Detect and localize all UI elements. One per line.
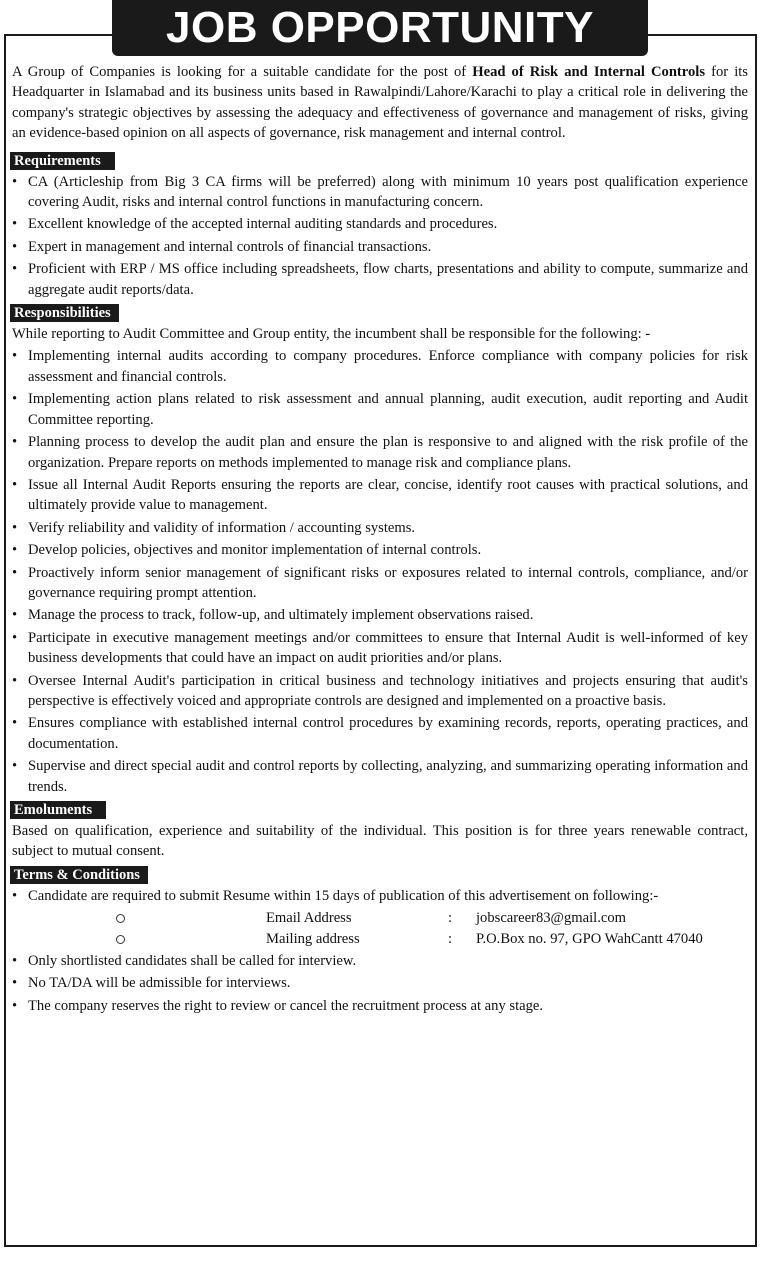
contact-label: Email Address <box>266 910 352 927</box>
list-item: • Supervise and direct special audit and control reports by collecting, analyzing, and summarizing operating information and trends. <box>12 758 748 795</box>
intro-text-after: for its Headquarter in Islamabad and its business units based in Rawalpindi/Lahore/Karachi to play a critical role in delivering the company's strategic objectives by assessing the adequacy and effectiveness of governance and management of risks, giving an evidence-based opinion on all aspects of governance, risk management and internal control. <box>12 64 748 142</box>
circle-bullet-icon <box>116 914 125 923</box>
responsibilities-heading: Responsibilities <box>10 304 119 322</box>
list-item: • CA (Articleship from Big 3 CA firms will be preferred) along with minimum 10 years post qualification experience covering Audit, risks and internal control functions in manufacturing concern. <box>12 173 748 211</box>
list-item: • Proficient with ERP / MS office including spreadsheets, flow charts, presentations and ability to compute, summarize and aggregate audit reports/data. <box>12 261 748 298</box>
contact-row-email <box>12 908 703 928</box>
bullet-icon: • <box>12 672 18 689</box>
bullet-icon: • <box>12 216 18 233</box>
bullet-icon: • <box>12 758 18 775</box>
bullet-icon: • <box>12 953 18 970</box>
bullet-icon: • <box>12 348 18 365</box>
list-item: • The company reserves the right to review or cancel the recruitment process at any stage. <box>12 996 748 1016</box>
intro-text-before: A Group of Companies is looking for a suitable candidate for the post of <box>12 64 473 80</box>
requirements-heading: Requirements <box>10 152 115 170</box>
list-item: • Manage the process to track, follow-up, and ultimately implement observations raised. <box>12 605 748 625</box>
email-address[interactable]: jobscareer83@gmail.com <box>476 910 626 927</box>
circle-bullet-icon <box>116 935 125 944</box>
intro-paragraph <box>12 62 748 144</box>
list-item: • No TA/DA will be admissible for interviews. <box>12 973 748 993</box>
list-item: • Implementing action plans related to risk assessment and annual planning, audit execution, audit reporting and Audit Committee reporting. <box>12 391 748 428</box>
list-item: • Issue all Internal Audit Reports ensuring the reports are clear, concise, identify root causes with practical solutions, and ultimately provide value to management. <box>12 476 748 514</box>
contact-label: Mailing address <box>266 930 360 947</box>
list-item: • Oversee Internal Audit's participation in critical business and technology initiatives and projects ensuring that audit's perspective is effectively voiced and appropriate controls are designed and implemented on a proactive basis. <box>12 672 748 709</box>
ad-content <box>12 62 748 1018</box>
contact-row-mail <box>12 929 703 949</box>
terms-list <box>12 886 748 906</box>
bullet-icon: • <box>12 887 18 904</box>
responsibilities-list <box>12 346 748 797</box>
list-item: • Expert in management and internal controls of financial transactions. <box>12 237 748 257</box>
position-title: Head of Risk and Internal Controls <box>472 64 706 80</box>
bullet-icon: • <box>12 542 18 559</box>
list-item: • Only shortlisted candidates shall be called for interview. <box>12 951 748 971</box>
list-item: • Proactively inform senior management of significant risks or exposures related to internal controls, compliance, and/or governance requiring prompt attention. <box>12 564 748 601</box>
list-item: • Participate in executive management meetings and/or committees to ensure that Internal Audit is well-informed of key business developments that could have an impact on audit priorities and/or plans. <box>12 629 748 667</box>
bullet-icon: • <box>12 391 18 408</box>
bullet-icon: • <box>12 564 18 581</box>
responsibilities-lead: While reporting to Audit Committee and Group entity, the incumbent shall be responsible for the following: - <box>12 326 651 343</box>
bullet-icon: • <box>12 607 18 624</box>
bullet-icon: • <box>12 434 18 451</box>
list-item: • Develop policies, objectives and monitor implementation of internal controls. <box>12 540 748 560</box>
bullet-icon: • <box>12 173 18 190</box>
ad-title: JOB OPPORTUNITY <box>112 0 648 56</box>
mailing-address: P.O.Box no. 97, GPO WahCantt 47040 <box>476 930 703 947</box>
list-item: • Excellent knowledge of the accepted internal auditing standards and procedures. <box>12 214 748 234</box>
requirements-list <box>12 172 748 300</box>
list-item: • Ensures compliance with established internal control procedures by examining records, reports, operating practices, and documentation. <box>12 715 748 752</box>
list-item: • Candidate are required to submit Resume within 15 days of publication of this advertisement on following:- <box>12 886 748 906</box>
bullet-icon: • <box>12 519 18 536</box>
emoluments-text: Based on qualification, experience and suitability of the individual. This position is for three years renewable contract, subject to mutual consent. <box>12 823 748 860</box>
bullet-icon: • <box>12 261 18 278</box>
bullet-icon: • <box>12 975 18 992</box>
bullet-icon: • <box>12 715 18 732</box>
terms-list-more <box>12 951 748 1016</box>
contact-colon: : <box>448 930 453 947</box>
list-item: • Implementing internal audits according to company procedures. Enforce compliance with company policies for risk assessment and financial controls. <box>12 348 748 385</box>
bullet-icon: • <box>12 238 18 255</box>
bullet-icon: • <box>12 629 18 646</box>
terms-heading: Terms & Conditions <box>10 866 148 884</box>
list-item: • Planning process to develop the audit plan and ensure the plan is responsive to and aligned with the risk profile of the organization. Prepare reports on methods implemented to manage risk and compliance plans. <box>12 434 748 471</box>
bullet-icon: • <box>12 997 18 1014</box>
list-item: • Verify reliability and validity of information / accounting systems. <box>12 518 748 538</box>
contact-colon: : <box>448 910 453 927</box>
bullet-icon: • <box>12 476 18 493</box>
contact-details <box>12 908 703 949</box>
emoluments-heading: Emoluments <box>10 801 106 819</box>
